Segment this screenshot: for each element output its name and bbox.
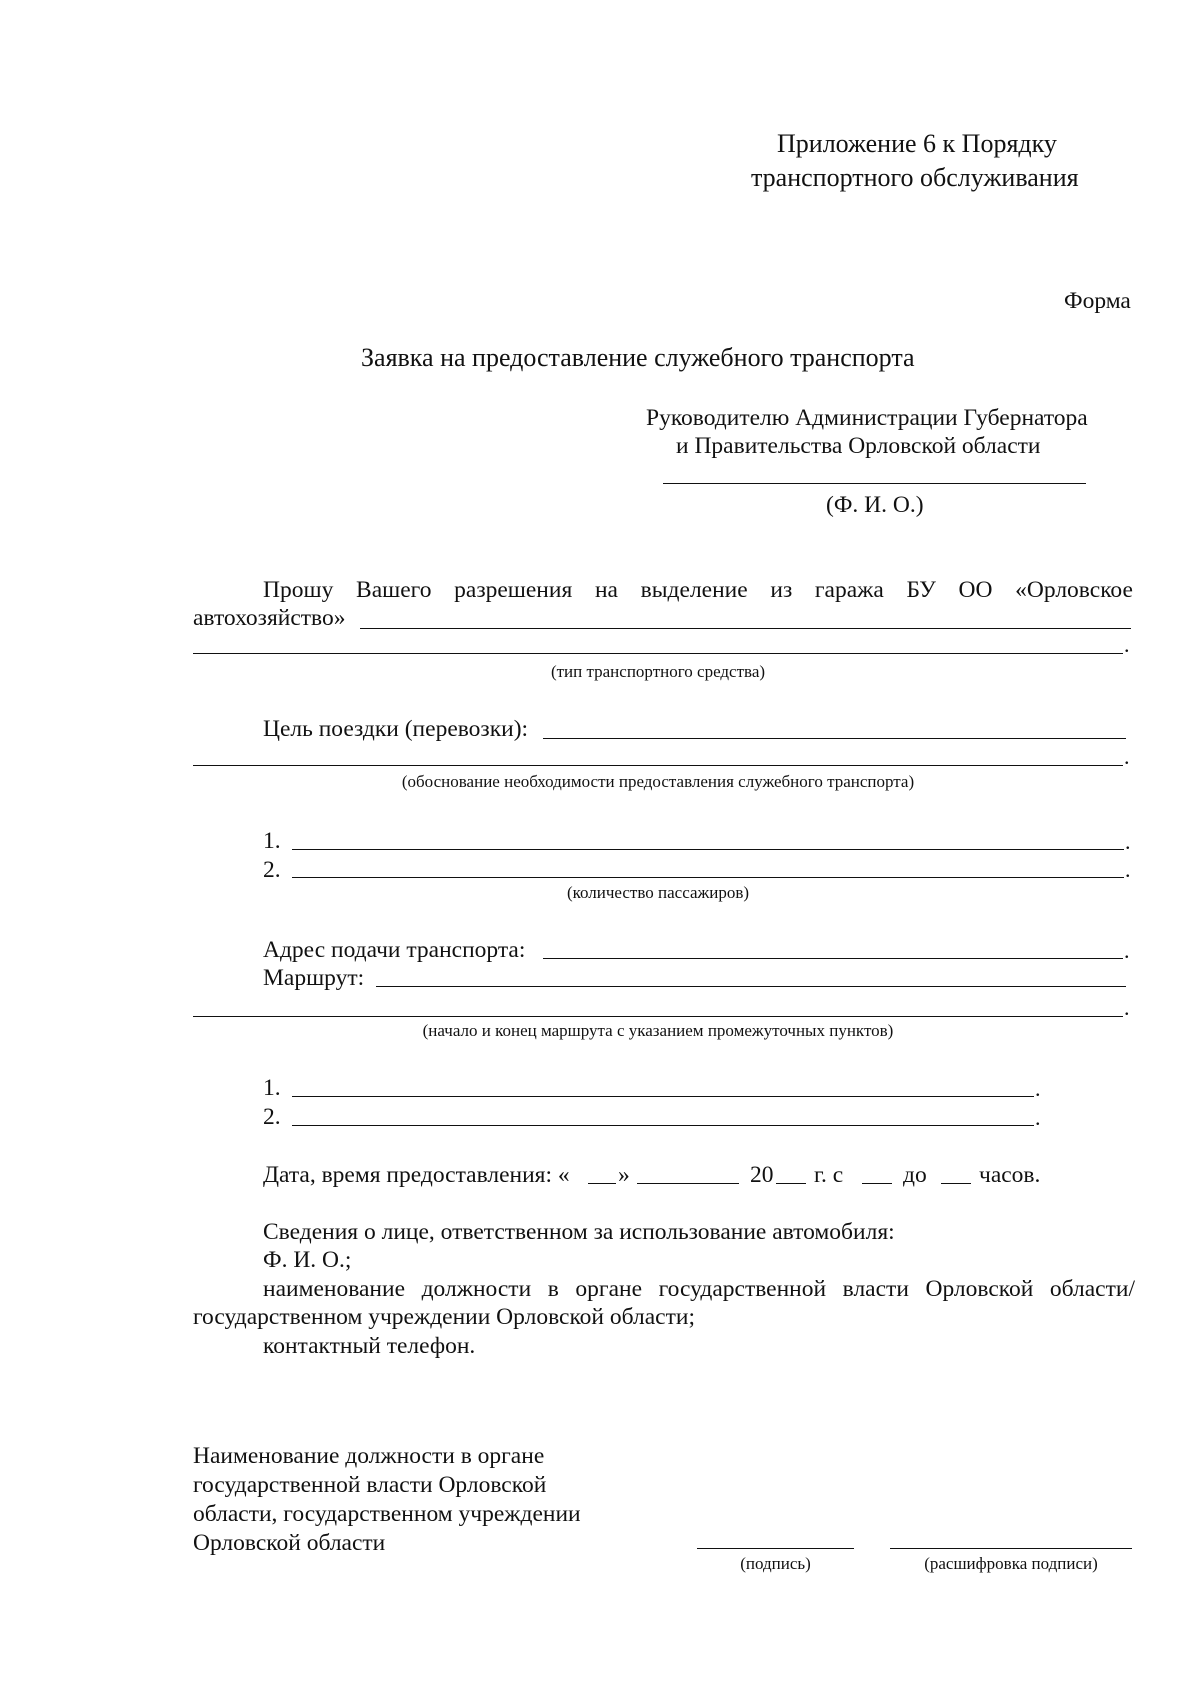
line-end-dot: . <box>1035 1105 1041 1130</box>
point-field-1[interactable] <box>292 1096 1034 1097</box>
appendix-line-1: Приложение 6 к Порядку <box>777 129 1057 158</box>
line-end-dot: . <box>1125 829 1131 854</box>
line-end-dot: . <box>1124 744 1130 769</box>
signer-position-line-3: области, государственном учреждении <box>193 1501 581 1527</box>
purpose-caption: (обоснование необходимости предоставления служебного транспорта) <box>401 772 915 791</box>
request-word: ОО <box>958 577 993 603</box>
document-title: Заявка на предоставление служебного транспорта <box>361 343 915 372</box>
addressee-fio-field[interactable] <box>663 483 1086 484</box>
responsible-position-line-1: наименование должности в органе государственной власти Орловской области/ <box>263 1276 1135 1302</box>
request-line-1 <box>263 575 1133 605</box>
signature-field[interactable] <box>697 1548 854 1549</box>
time-to-field[interactable] <box>941 1183 971 1184</box>
point-number-2: 2. <box>263 1104 281 1130</box>
request-word: на <box>594 577 618 603</box>
signature-decoding-caption: (расшифровка подписи) <box>924 1554 1098 1573</box>
purpose-label: Цель поездки (перевозки): <box>263 716 529 742</box>
request-word: выделение <box>640 577 748 603</box>
request-word: Прошу <box>263 577 334 603</box>
month-field[interactable] <box>637 1183 739 1184</box>
request-line-2-label: автохозяйство» <box>193 605 346 631</box>
signature-decoding-field[interactable] <box>890 1548 1132 1549</box>
passengers-caption: (количество пассажиров) <box>566 883 750 902</box>
garage-field[interactable] <box>360 628 1131 629</box>
line-end-dot: . <box>1124 938 1130 963</box>
passenger-number-1: 1. <box>263 828 281 854</box>
responsible-fio: Ф. И. О.; <box>263 1247 352 1273</box>
day-field[interactable] <box>588 1183 616 1184</box>
passenger-field-1[interactable] <box>292 849 1124 850</box>
responsible-position-line-2: государственном учреждении Орловской области; <box>193 1304 695 1330</box>
route-field[interactable] <box>376 986 1126 987</box>
year-field[interactable] <box>776 1183 806 1184</box>
request-word: Вашего <box>356 577 432 603</box>
route-caption: (начало и конец маршрута с указанием промежуточных пунктов) <box>422 1021 894 1040</box>
time-to-label: до <box>903 1162 927 1188</box>
responsible-phone: контактный телефон. <box>263 1333 476 1359</box>
point-number-1: 1. <box>263 1075 281 1101</box>
datetime-label: Дата, время предоставления: « <box>263 1162 570 1188</box>
signature-caption: (подпись) <box>740 1554 811 1573</box>
request-word: из <box>770 577 793 603</box>
address-field[interactable] <box>543 958 1123 959</box>
year-prefix: 20 <box>750 1162 774 1188</box>
datetime-close-quote: » <box>618 1162 630 1188</box>
fio-caption: (Ф. И. О.) <box>826 492 924 518</box>
passenger-field-2[interactable] <box>292 877 1124 878</box>
request-word: БУ <box>906 577 936 603</box>
vehicle-type-caption: (тип транспортного средства) <box>550 662 766 681</box>
request-word: гаража <box>814 577 884 603</box>
line-end-dot: . <box>1124 632 1130 657</box>
signer-position-line-2: государственной власти Орловской <box>193 1472 547 1498</box>
line-end-dot: . <box>1124 995 1130 1020</box>
line-end-dot: . <box>1035 1076 1041 1101</box>
passenger-number-2: 2. <box>263 857 281 883</box>
addressee-line-2: и Правительства Орловской области <box>676 433 1041 459</box>
route-label: Маршрут: <box>263 965 365 991</box>
route-details-field[interactable] <box>193 1016 1123 1017</box>
purpose-field[interactable] <box>543 738 1126 739</box>
year-suffix: г. с <box>814 1162 844 1188</box>
address-label: Адрес подачи транспорта: <box>263 937 526 963</box>
responsible-heading: Сведения о лице, ответственном за использование автомобиля: <box>263 1219 895 1245</box>
addressee-line-1: Руководителю Администрации Губернатора <box>646 405 1088 431</box>
time-from-field[interactable] <box>862 1183 892 1184</box>
line-end-dot: . <box>1125 857 1131 882</box>
vehicle-type-field[interactable] <box>193 653 1123 654</box>
point-field-2[interactable] <box>292 1125 1034 1126</box>
purpose-justification-field[interactable] <box>193 765 1123 766</box>
signer-position-line-4: Орловской области <box>193 1530 386 1556</box>
appendix-line-2: транспортного обслуживания <box>751 163 1079 192</box>
hours-label: часов. <box>979 1162 1041 1188</box>
signer-position-line-1: Наименование должности в органе <box>193 1443 545 1469</box>
request-word: разрешения <box>454 577 573 603</box>
form-label: Форма <box>1064 288 1131 314</box>
request-word: «Орловское <box>1015 577 1133 603</box>
